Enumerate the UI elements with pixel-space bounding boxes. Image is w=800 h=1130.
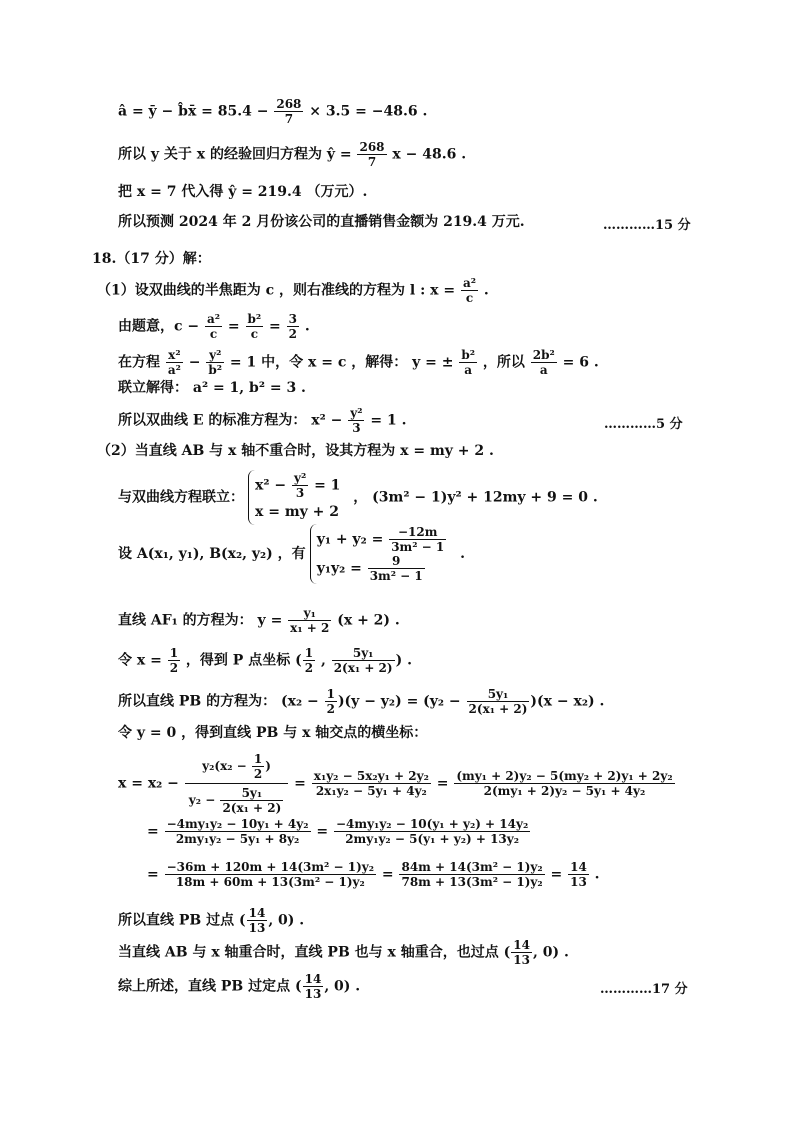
line-pb-equation: 所以直线 PB 的方程为： (x₂ − $\frac{1}{2}$ )(y − y₂) = (y₂ − $\frac{\text{5y₁}}{\text{2(x₁ + 2)}}$ )(x − x₂) . <box>118 687 605 716</box>
score-marker-15: …………15 分 <box>603 218 691 233</box>
fraction: $\frac{\text{x₁y₂ − 5x₂y₁ + 2y₂}}{\text{2x₁y₂ − 5y₁ + 4y₂}}$ <box>313 769 429 798</box>
fraction: $\frac{\text{2b²}}{a}$ <box>532 348 555 377</box>
intersection-derivation-1: x = x₂ − y₂(x₂ − $\frac{1}{2}$ ) y₂ − $\frac{\text{5y₁}}{\text{2(x₁ + 2)}}$ = $\frac{\text{x₁y₂ − 5x₂y₁ + 2y₂}}{\text{2x₁y₂ − 5y₁ + 4y₂}}$ = $\frac{\text{(my₁ + 2)y₂ − 5(my₂ + 2)y₁ + 2y₂}}{\text{2(my₁ + 2)y₂ − 5y₁ + 4y₂}}$ <box>118 752 673 815</box>
fraction: $\frac{\text{5y₁}}{\text{2(x₁ + 2)}}$ <box>222 786 282 815</box>
fraction: $\frac{3}{2}$ <box>288 312 298 341</box>
fraction: $\frac{1}{2}$ <box>304 646 314 675</box>
fraction-numerator: y₂(x₂ − $\frac{1}{2}$ ) <box>185 750 289 784</box>
fraction: $\frac{\text{a²}}{c}$ <box>462 276 476 305</box>
system-row: y₁y₂ = $\frac{9}{\text{3m² − 1}}$ <box>316 554 423 583</box>
fraction: $\frac{1}{2}$ <box>253 752 263 781</box>
fraction: $\frac{\text{a²}}{c}$ <box>207 312 221 341</box>
equation-system <box>310 524 452 584</box>
fraction: $\frac{9}{\text{3m² − 1}}$ <box>369 554 423 583</box>
fraction: $\frac{14}{13}$ <box>570 860 587 889</box>
regression-equation-line: 所以 y 关于 x 的经验回归方程为 ŷ = $\frac{268}{7}$ x − 48.6 . <box>118 140 467 169</box>
fraction: $\frac{\text{b²}}{a}$ <box>461 348 475 377</box>
fraction: $\frac{\text{(my₁ + 2)y₂ − 5(my₂ + 2)y₁ + 2y₂}}{\text{2(my₁ + 2)y₂ − 5y₁ + 4y₂}}$ <box>456 769 673 798</box>
part2-setup: （2）当直线 AB 与 x 轴不重合时，设其方程为 x = my + 2 . <box>97 443 494 459</box>
score-marker-17: …………17 分 <box>600 982 688 997</box>
fraction: $\frac{\text{5y₁}}{\text{2(x₁ + 2)}}$ <box>468 687 528 716</box>
fraction: $\frac{\text{x²}}{\text{a²}}$ <box>167 348 181 377</box>
fraction: $\frac{\text{5y₁}}{\text{2(x₁ + 2)}}$ <box>333 646 393 675</box>
system-row: x² − $\frac{\text{y²}}{3}$ = 1 <box>255 471 341 500</box>
substitution-line: 把 x = 7 代入得 ŷ = 219.4 （万元）. <box>118 184 368 200</box>
part1-directrix: （1）设双曲线的半焦距为 c ，则右准线的方程为 l : x = $\frac{\text{a²}}{c}$ . <box>97 276 489 305</box>
fraction: $\frac{14}{13}$ <box>304 972 322 1001</box>
fraction: $\frac{14}{13}$ <box>513 938 530 967</box>
fraction: $\frac{\text{y²}}{\text{b²}}$ <box>208 348 223 377</box>
fraction-denominator: y₂ − $\frac{\text{5y₁}}{\text{2(x₁ + 2)}}$ <box>188 786 282 815</box>
score-marker-5: …………5 分 <box>604 417 683 432</box>
equation-system <box>248 470 344 525</box>
fraction: $\frac{1}{2}$ <box>169 646 179 675</box>
fraction: $\frac{-12m}{\text{3m² − 1}}$ <box>391 525 445 554</box>
intersection-derivation-2: = $\frac{\text{−4my₁y₂ − 10y₁ + 4y₂}}{\text{2my₁y₂ − 5y₁ + 8y₂}}$ = $\frac{\text{−4my₁y₂ − 10(y₁ + y₂) + 14y₂}}{\text{2my₁y₂ − 5(y₁ + y₂) + 13y₂}}$ <box>147 817 529 846</box>
fraction: $\frac{\text{y²}}{3}$ <box>293 471 307 500</box>
fraction: $\frac{1}{2}$ <box>326 687 335 716</box>
system-row: y₁ + y₂ = $\frac{-12m}{\text{3m² − 1}}$ <box>316 525 445 554</box>
fraction: $\frac{\text{−4my₁y₂ − 10(y₁ + y₂) + 14y₂}}{\text{2my₁y₂ − 5(y₁ + y₂) + 13y₂}}$ <box>335 817 529 846</box>
question-18-title: 18.（17 分）解： <box>92 251 211 267</box>
fraction: $\frac{\text{−36m + 120m + 14(3m² − 1)y₂}}{\text{18m + 60m + 13(3m² − 1)y₂}}$ <box>166 860 374 889</box>
regression-intercept-line: â = ȳ − b̂x̄ = 85.4 − $\frac{268}{7}$ × 3.5 = −48.6 . <box>118 97 428 126</box>
fraction: $\frac{268}{7}$ <box>276 97 302 126</box>
fraction: $\frac{14}{13}$ <box>248 906 266 935</box>
fraction: $\frac{\text{84m + 14(3m² − 1)y₂}}{\text{78m + 13(3m² − 1)y₂}}$ <box>401 860 543 889</box>
fraction: $\frac{\text{b²}}{c}$ <box>247 312 262 341</box>
fraction: $\frac{\text{−4my₁y₂ − 10y₁ + 4y₂}}{\text{2my₁y₂ − 5y₁ + 8y₂}}$ <box>166 817 309 846</box>
line-af1-equation: 直线 AF₁ 的方程为： y = $\frac{\text{y₁}}{\text{x₁ + 2}}$ (x + 2) . <box>118 606 400 635</box>
compound-fraction <box>185 750 289 817</box>
intersection-intro: 令 y = 0 ，得到直线 PB 与 x 轴交点的横坐标： <box>118 725 428 741</box>
fixed-point-result-2: 当直线 AB 与 x 轴重合时，直线 PB 也与 x 轴重合，也过点 ( $\frac{14}{13}$ , 0) . <box>118 938 569 967</box>
prediction-conclusion: 所以预测 2024 年 2 月份该公司的直播销售金额为 219.4 万元. <box>118 214 525 230</box>
fixed-point-result-1: 所以直线 PB 过点 ( $\frac{14}{13}$ , 0) . <box>118 906 305 935</box>
final-conclusion: 综上所述，直线 PB 过定点 ( $\frac{14}{13}$ , 0) . <box>118 972 361 1001</box>
part1-simultaneous: 联立解得： a² = 1, b² = 3 . <box>118 380 306 396</box>
fraction: $\frac{268}{7}$ <box>359 140 385 169</box>
part1-conclusion: 所以双曲线 E 的标准方程为： x² − $\frac{\text{y²}}{3}$ = 1 . <box>118 406 407 435</box>
part1-condition: 由题意，c − $\frac{\text{a²}}{c}$ = $\frac{\text{b²}}{c}$ = $\frac{3}{2}$ . <box>118 312 310 341</box>
intersection-derivation-3: = $\frac{\text{−36m + 120m + 14(3m² − 1)y₂}}{\text{18m + 60m + 13(3m² − 1)y₂}}$ = $\frac{\text{84m + 14(3m² − 1)y₂}}{\text{78m + 13(3m² − 1)y₂}}$ = $\frac{14}{13}$ . <box>147 860 600 889</box>
part2-vieta: 设 A(x₁, y₁), B(x₂, y₂) ，有 y₁ + y₂ = $\frac{-12m}{\text{3m² − 1}}$ y₁y₂ = $\frac{9}{\text{3m² − 1}}$ . <box>118 525 465 583</box>
part1-solve: 在方程 $\frac{\text{x²}}{\text{a²}}$ − $\frac{\text{y²}}{\text{b²}}$ = 1 中，令 x = c ，解得： y = ± $\frac{\text{b²}}{a}$ ，所以 $\frac{\text{2b²}}{a}$ = 6 . <box>118 348 599 377</box>
point-p-coordinate: 令 x = $\frac{1}{2}$ ，得到 P 点坐标 ( $\frac{1}{2}$ , $\frac{\text{5y₁}}{\text{2(x₁ + 2)}}$ ) . <box>118 646 412 675</box>
system-row: x = my + 2 <box>255 504 339 520</box>
part2-system: 与双曲线方程联立： x² − $\frac{\text{y²}}{3}$ = 1 x = my + 2 ， (3m² − 1)y² + 12my + 9 = 0 . <box>118 470 598 525</box>
fraction: $\frac{\text{y₁}}{\text{x₁ + 2}}$ <box>290 606 330 635</box>
fraction: $\frac{\text{y²}}{3}$ <box>350 406 363 435</box>
